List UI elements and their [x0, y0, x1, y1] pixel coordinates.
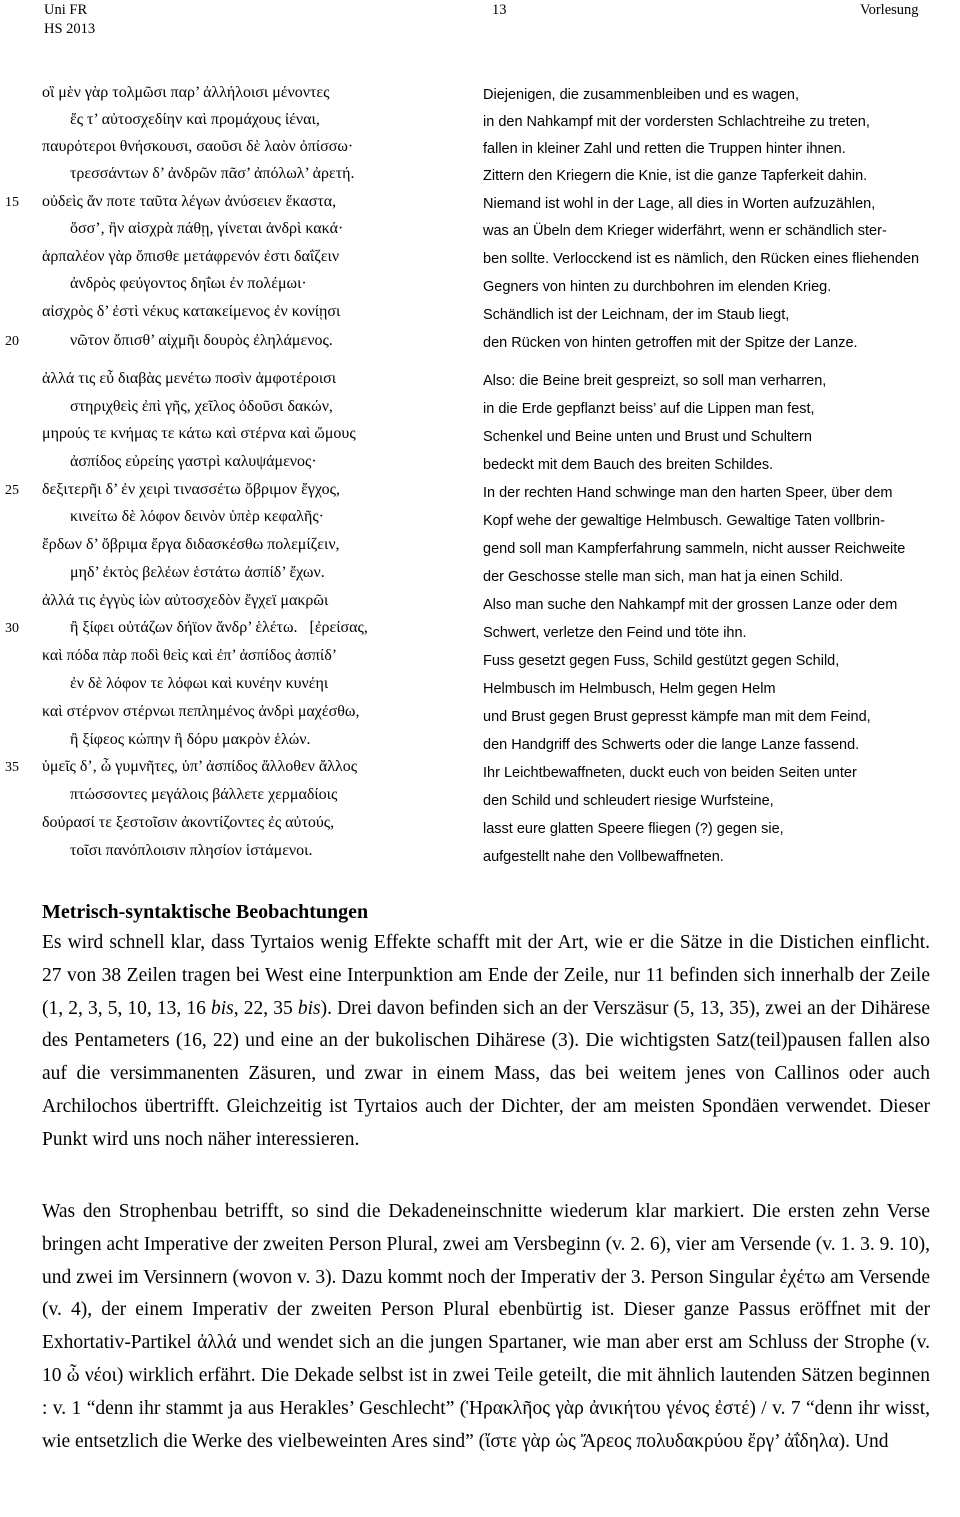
translation-line: aufgestellt nahe den Vollbewaffneten.	[483, 849, 724, 865]
greek-line: μηρούς τε κνήμας τε κάτω καὶ στέρνα καὶ ὤμους	[42, 425, 356, 442]
translation-line: Ihr Leichtbewaffneten, duckt euch von beiden Seiten unter	[483, 765, 857, 781]
greek-line: στηριχθεὶς ἐπὶ γῆς, χεῖλος ὀδοῦσι δακών,	[70, 398, 333, 415]
translation-line: den Handgriff des Schwerts oder die lange Lanze fassend.	[483, 737, 860, 753]
translation-line: Helmbusch im Helmbusch, Helm gegen Helm	[483, 681, 776, 697]
translation-line: Also man suche den Nahkampf mit der grossen Lanze oder dem	[483, 597, 898, 613]
line-number: 35	[5, 760, 19, 775]
header-course: Uni FR	[44, 2, 88, 18]
translation-line: in den Nahkampf mit der vordersten Schlachtreihe zu treten,	[483, 114, 870, 130]
page-number: 13	[492, 2, 507, 18]
greek-line: ἀλλά τις ἐγγὺς ἰὼν αὐτοσχεδὸν ἔγχεϊ μακρῶι	[42, 592, 329, 609]
commentary-paragraph: Was den Strophenbau betrifft, so sind die Dekadeneinschnitte wiederum klar markiert. Die ersten zehn Verse bringen acht Imperative der zweiten Person Plural, zwei am Versbeginn (v. 2. 6), vier am Versende (v. 1. 3. 9. 10), und zwei im Versinnern (wovon v. 3). Dazu kommt noch der Imperativ der 3. Person Singular ἐχέτω am Versende (v. 4), der einem Imperativ der zweiten Person Plural ebenbürtig ist. Dieser ganze Passus eröffnet mit der Exhortativ-Partikel ἀλλά und wendet sich an die jungen Spartaner, wie man aber erst am Schluss der Strophe (v. 10 ὦ νέοι) wirklich erfährt. Die Dekade selbst ist in zwei Teile geteilt, die mit ähnlich lautenden Sätzen beginnen : v. 1 “denn ihr stammt ja aus Herakles’ Geschlecht” (Ἡρακλῆος γὰρ ἀνικήτου γένος ἐστέ) / v. 7 “denn ihr wisst, wie entsetzlich die Werke des vielbeweinten Ares sind” (ἴστε γὰρ ὡς Ἄρεος πολυδακρύου ἔργ’ ἀΐδηλα). Und	[42, 1201, 930, 1452]
section-heading: Metrisch-syntaktische Beobachtungen	[42, 901, 369, 923]
greek-line: αἰσχρὸς δ’ ἐστὶ νέκυς κατακείμενος ἐν κονίῃσι	[42, 303, 341, 320]
greek-line: καὶ πόδα πὰρ ποδὶ θεὶς καὶ ἐπ’ ἀσπίδος ἀσπίδ’	[42, 647, 338, 664]
commentary-paragraph	[42, 927, 930, 1157]
greek-line: δούρασί τε ξεστοῖσιν ἀκοντίζοντες ἐς αὐτούς,	[42, 814, 335, 831]
line-number: 15	[5, 195, 19, 210]
translation-line: Fuss gesetzt gegen Fuss, Schild gestützt gegen Schild,	[483, 653, 840, 669]
translation-line: ben sollte. Verlocckend ist es nämlich, den Rücken eines fliehenden	[483, 251, 920, 267]
paragraph-text: Es wird schnell klar, dass Tyrtaios wenig Effekte schafft mit der Art, wie er die Sätze in die Distichen einflicht. 27 von 38 Zeilen tragen bei West eine Interpunktion am Ende der Zeile, nur 11 befinden sich innerhalb der Zeile (1, 2, 3, 5, 10, 13, 16	[42, 932, 930, 1019]
translation-line: den Schild und schleudert riesige Wurfsteine,	[483, 793, 774, 809]
greek-line: οἳ μὲν γὰρ τολμῶσι παρ’ ἀλλήλοισι μένοντες	[42, 84, 330, 101]
header-doc-type: Vorlesung	[860, 2, 919, 18]
greek-line: ἢ ξίφει οὐτάζων δήϊον ἄνδρ’ ἑλέτω. [ἐρείσας,	[70, 619, 368, 636]
translation-line: Kopf wehe der gewaltige Helmbusch. Gewaltige Taten vollbrin-	[483, 513, 885, 529]
greek-line: τρεσσάντων δ’ ἀνδρῶν πᾶσ’ ἀπόλωλ’ ἀρετή.	[70, 165, 355, 182]
greek-line: ὅσσ’, ἢν αἰσχρὰ πάθῃ, γίνεται ἀνδρὶ κακά·	[70, 220, 344, 237]
line-number: 25	[5, 483, 19, 498]
translation-line: der Geschosse stelle man sich, man hat ja einen Schild.	[483, 569, 844, 585]
translation-line: Niemand ist wohl in der Lage, all dies in Worten aufzuzählen,	[483, 196, 876, 212]
translation-line: was an Übeln dem Krieger widerfährt, wenn er schändlich ster-	[483, 223, 887, 239]
greek-line: ἀλλά τις εὖ διαβὰς μενέτω ποσὶν ἀμφοτέροισι	[42, 370, 337, 387]
translation-line: lasst eure glatten Speere fliegen (?) gegen sie,	[483, 821, 784, 837]
greek-line: νῶτον ὄπισθ’ αἰχμῆι δουρὸς ἐληλάμενος.	[70, 332, 333, 349]
greek-line: ἀνδρὸς φεύγοντος δηΐωι ἐν πολέμωι·	[70, 275, 307, 292]
translation-line: Schändlich ist der Leichnam, der im Staub liegt,	[483, 307, 790, 323]
translation-line: Schwert, verletze den Feind und töte ihn.	[483, 625, 747, 641]
translation-line: bedeckt mit dem Bauch des breiten Schildes.	[483, 457, 774, 473]
translation-line: Zittern den Kriegern die Knie, ist die ganze Tapferkeit dahin.	[483, 168, 868, 184]
header-semester: HS 2013	[44, 21, 96, 37]
translation-line: gend soll man Kampferfahrung sammeln, nicht ausser Reichweite	[483, 541, 906, 557]
greek-line: τοῖσι πανόπλοισιν πλησίον ἱστάμενοι.	[70, 842, 313, 859]
greek-line: μηδ’ ἐκτὸς βελέων ἑστάτω ἀσπίδ’ ἔχων.	[70, 564, 325, 581]
translation-line: den Rücken von hinten getroffen mit der Spitze der Lanze.	[483, 335, 858, 351]
greek-line: ἢ ξίφεος κώπην ἢ δόρυ μακρὸν ἑλών.	[70, 731, 311, 748]
greek-line: καὶ στέρνον στέρνωι πεπλημένος ἀνδρὶ μαχέσθω,	[42, 703, 360, 720]
greek-line: κινείτω δὲ λόφον δεινὸν ὑπὲρ κεφαλῆς·	[70, 508, 324, 525]
line-number: 30	[5, 621, 19, 636]
greek-line: ὑμεῖς δ’, ὦ γυμνῆτες, ὑπ’ ἀσπίδος ἄλλοθεν ἄλλος	[42, 758, 358, 775]
greek-line: παυρότεροι θνήσκουσι, σαοῦσι δὲ λαὸν ὀπίσσω·	[42, 138, 354, 155]
greek-line: πτώσσοντες μεγάλοις βάλλετε χερμαδίοις	[70, 786, 338, 803]
greek-line: δεξιτερῆι δ’ ἐν χειρὶ τινασσέτω ὄβριμον ἔγχος,	[42, 481, 340, 498]
translation-line: Gegners von hinten zu durchbohren im elenden Krieg.	[483, 279, 832, 295]
translation-line: fallen in kleiner Zahl und retten die Truppen hinter ihnen.	[483, 141, 846, 157]
translation-line: Diejenigen, die zusammenbleiben und es wagen,	[483, 87, 799, 103]
greek-line: ἀσπίδος εὐρείης γαστρὶ καλυψάμενος·	[70, 453, 317, 470]
greek-line: ἔρδων δ’ ὄβριμα ἔργα διδασκέσθω πολεμίζειν,	[42, 536, 340, 553]
translation-line: In der rechten Hand schwinge man den harten Speer, über dem	[483, 485, 893, 501]
line-number: 20	[5, 334, 19, 349]
translation-line: in die Erde gepflanzt beiss’ auf die Lippen man fest,	[483, 401, 815, 417]
translation-line: Schenkel und Beine unten und Brust und Schultern	[483, 429, 812, 445]
greek-line: ἁρπαλέον γὰρ ὄπισθε μετάφρενόν ἐστι δαΐζειν	[42, 248, 340, 265]
greek-line: ἔς τ’ αὐτοσχεδίην καὶ προμάχους ἰέναι,	[70, 111, 320, 128]
translation-line: Also: die Beine breit gespreizt, so soll man verharren,	[483, 373, 827, 389]
bis-marker: bis	[297, 997, 321, 1019]
translation-line: und Brust gegen Brust gepresst kämpfe man mit dem Feind,	[483, 709, 871, 725]
greek-line: οὐδεὶς ἄν ποτε ταῦτα λέγων ἀνύσειεν ἕκαστα,	[42, 193, 337, 210]
paragraph-text: , 22, 35	[233, 997, 298, 1019]
paragraph-text: ). Drei davon befinden sich an der Verszäsur (5, 13, 35), zwei an der Dihärese des Pentameters (16, 22) und eine an der bukolischen Dihärese (3). Die wichtigsten Satz(teil)pausen fallen also auf die versimmanenten Zäsuren, und zwar in einem Mass, das bei weitem jenes von Callinos oder auch Archilochos übertrifft. Gleichzeitig ist Tyrtaios auch der Dichter, der am meisten Spondäen verwendet. Dieser Punkt wird uns noch näher interessieren.	[42, 997, 930, 1150]
greek-line: ἐν δὲ λόφον τε λόφωι καὶ κυνέην κυνέηι	[70, 675, 329, 692]
bis-marker: bis	[211, 997, 234, 1019]
